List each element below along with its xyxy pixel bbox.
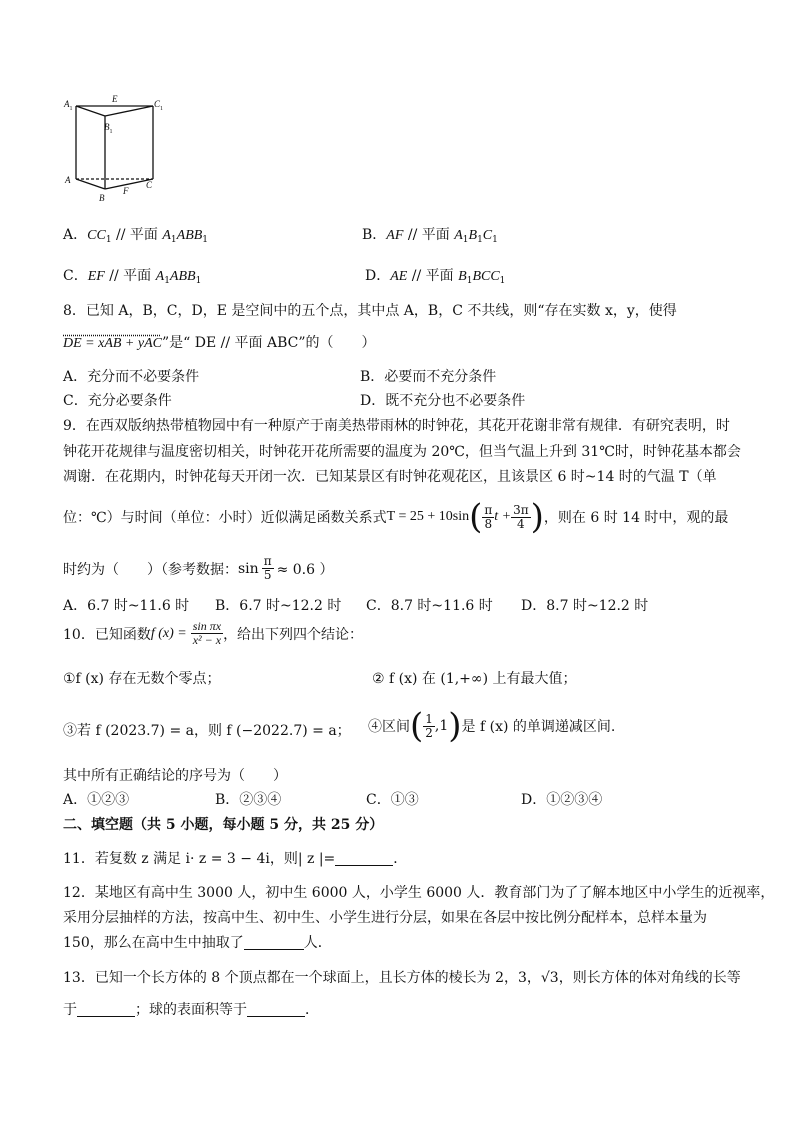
q11-answer-blank[interactable] [335, 851, 393, 866]
section-title-fill-in: 二、填空题（共 5 小题，每小题 5 分，共 25 分） [63, 817, 384, 833]
q9-line4: 位：℃）与时间（单位：小时）近似满足函数关系式 T = 25 + 10sin ( $\frac{\pi}{8}$ t + $\frac{3\pi}{4}$ ) ，则在 6 时 14 时中，观的最 [63, 497, 729, 537]
q7-option-a[interactable]: A．$CC_1$ // 平面 $A_1ABB_1$ [63, 227, 209, 245]
edge-a1-b1 [76, 106, 105, 116]
q9-line2: 钟花开花规律与温度密切相关，时钟花开花所需要的温度为 20℃，但当气温上升到 31℃时，时钟花基本都会 [63, 444, 741, 460]
q9-frac-3pi-4: $\frac{3\pi}{4}$ [513, 502, 529, 531]
q13-answer-blank-2[interactable] [247, 1002, 305, 1017]
q8-option-c[interactable]: C．充分必要条件 [63, 393, 172, 409]
q7-option-b[interactable]: B．AF // 平面 $A_1B_1C_1$ [362, 227, 498, 245]
label-a: A [65, 175, 71, 185]
q12-line2: 采用分层抽样的方法，按高中生、初中生、小学生进行分层，如果在各层中按比例分配样本，总样本量为 [63, 910, 707, 926]
q8-vector-equation: DE = xAB + yAC [63, 336, 162, 351]
q9-option-d[interactable]: D．8.7 时~12.2 时 [521, 598, 649, 614]
q8-option-d[interactable]: D．既不充分也不必要条件 [360, 393, 526, 409]
q10-conclusion-1: ①f (x) 存在无数个零点； [63, 671, 221, 687]
q9-frac-pi-8: $\frac{\pi}{8}$ [484, 502, 493, 531]
q9-line3: 凋谢．在花期内，时钟花每天开闭一次．已知某景区有时钟花观花区，且该景区 6 时~14 时的气温 T（单 [63, 469, 717, 485]
q12-line1: 12．某地区有高中生 3000 人，初中生 6000 人，小学生 6000 人．教育部门为了了解本地区中小学生的近视率， [63, 885, 775, 901]
label-c1: $C_1$ [154, 99, 164, 112]
q12-line3: 150，那么在高中生中抽取了 人． [63, 935, 332, 951]
edge-b1-c1 [105, 106, 153, 116]
label-a1: $A_1$ [64, 99, 73, 112]
q9-frac-pi-5: $\frac{\pi}{5}$ [263, 554, 272, 582]
q13-line1: 13．已知一个长方体的 8 个顶点都在一个球面上，且长方体的棱长为 2，3，√3，则长方体的体对角线的长等 [63, 970, 741, 986]
label-b1: $B_1$ [104, 122, 113, 135]
q9-line1: 9．在西双版纳热带植物园中有一种原产于南美热带雨林的时钟花，其花开花谢非常有规律．有研究表明，时 [63, 418, 730, 434]
q10-ask: 其中所有正确结论的序号为（ ） [63, 768, 287, 784]
q8-stem: 8．已知 A，B，C，D，E 是空间中的五个点，其中点 A，B，C 不共线，则“存在实数 x，y，使得 [63, 303, 677, 319]
label-c: C [146, 180, 153, 190]
q11: 11．若复数 z 满足 i· z = 3 − 4i，则| z |= ． [63, 851, 408, 867]
q8-option-b[interactable]: B．必要而不充分条件 [360, 369, 497, 385]
q9-option-c[interactable]: C．8.7 时~11.6 时 [366, 598, 493, 614]
q7-option-c[interactable]: C．EF // 平面 $A_1ABB_1$ [63, 268, 202, 286]
q8-option-a[interactable]: A．充分而不必要条件 [63, 369, 200, 385]
q10-option-d[interactable]: D．①②③④ [521, 792, 603, 808]
q10-conclusion-2: ② f (x) 在 (1,+∞) 上有最大值； [372, 671, 577, 687]
label-b: B [99, 193, 105, 203]
q7-option-d[interactable]: D．AE // 平面 $B_1BCC_1$ [365, 268, 506, 286]
label-e: E [112, 94, 118, 104]
q13-answer-blank-1[interactable] [77, 1002, 135, 1017]
q10-option-c[interactable]: C．①③ [366, 792, 419, 808]
q10-stem: 10．已知函数 f (x) = $\frac{\text{sin πx}}{\text{x² − x}}$ ，给出下列四个结论： [63, 619, 364, 647]
q9-option-b[interactable]: B．6.7 时~12.2 时 [215, 598, 342, 614]
q13-line2: 于 ；球的表面积等于 ． [63, 1002, 319, 1018]
q9-line5: 时约为（ ）（参考数据： sin $\frac{\pi}{5}$ ≈ 0.6 ） [63, 554, 334, 582]
edge-a-b [76, 179, 105, 189]
q9-option-a[interactable]: A．6.7 时~11.6 时 [63, 598, 190, 614]
q10-option-a[interactable]: A．①②③ [63, 792, 130, 808]
q10-option-b[interactable]: B．②③④ [215, 792, 282, 808]
q12-answer-blank[interactable] [244, 935, 304, 950]
q10-conclusion-4: ④区间 ( $\frac{1}{2}$ ,1 ) 是 f (x) 的单调递减区间. [368, 706, 616, 746]
label-f: F [123, 186, 129, 196]
q10-conclusion-3: ③若 f (2023.7) = a，则 f (−2022.7) = a； [63, 723, 351, 739]
q8-line2: DE = xAB + yAC”是“ DE // 平面 ABC”的（ ） [63, 335, 376, 351]
q10-frac: $\frac{\text{sin πx}}{\text{x² − x}}$ [192, 619, 222, 647]
